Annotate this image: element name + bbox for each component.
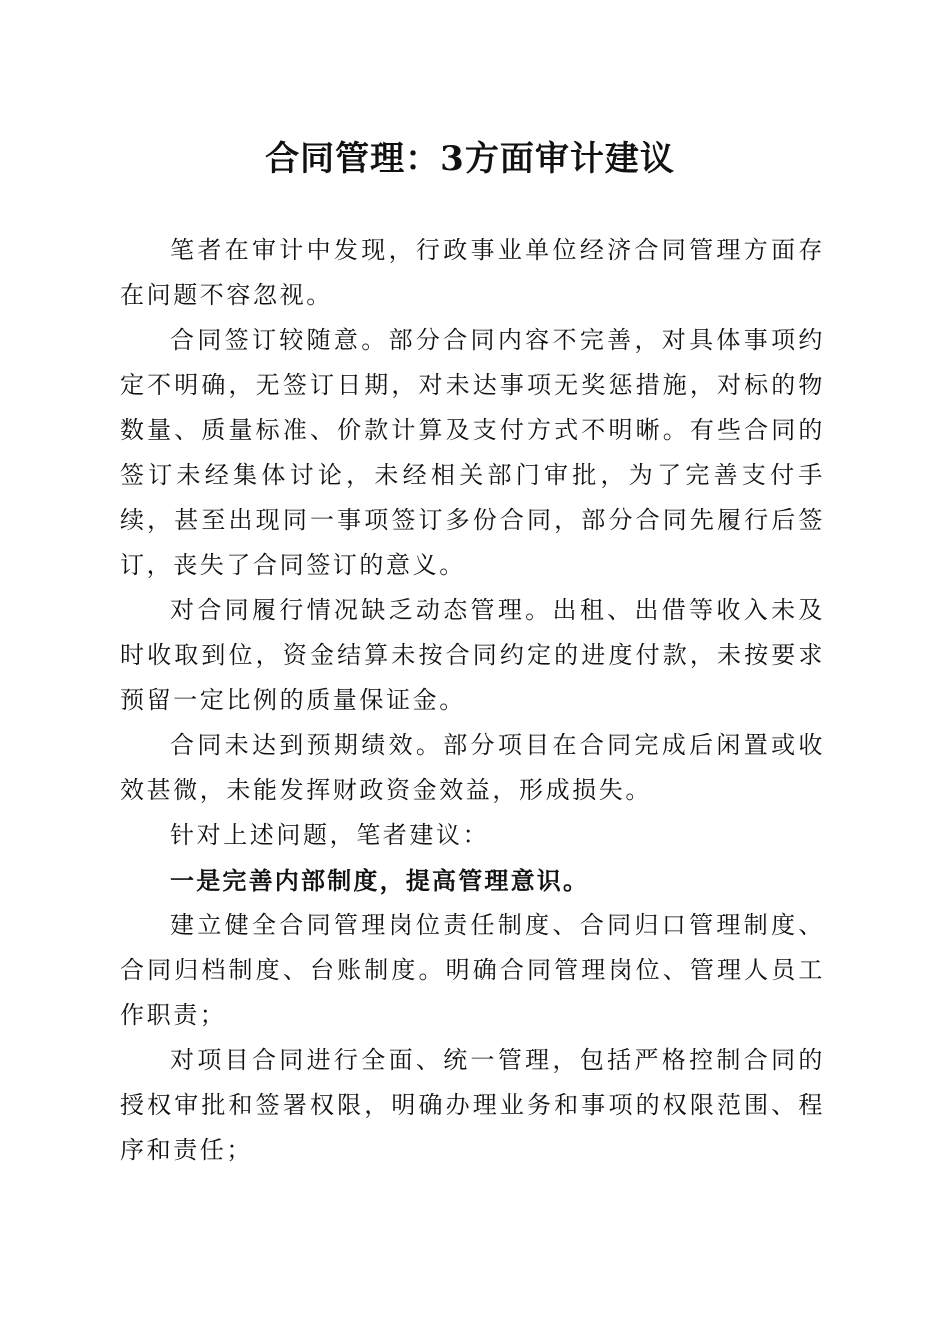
paragraph-intro: 笔者在审计中发现，行政事业单位经济合同管理方面存在问题不容忽视。 <box>120 236 825 309</box>
document-body <box>120 228 825 1173</box>
document-title: 合同管理：3方面审计建议 <box>265 139 675 179</box>
paragraph-establish-system: 建立健全合同管理岗位责任制度、合同归口管理制度、合同归档制度、台账制度。明确合同管理岗位、管理人员工作职责； <box>120 911 825 1029</box>
paragraph-expected-results: 合同未达到预期绩效。部分项目在合同完成后闲置或收效甚微，未能发挥财政资金效益，形成损失。 <box>120 731 825 804</box>
paragraph-suggestions-intro: 针对上述问题，笔者建议： <box>170 821 490 849</box>
paragraph-performance-management: 对合同履行情况缺乏动态管理。出租、出借等收入未及时收取到位，资金结算未按合同约定的进度付款，未按要求预留一定比例的质量保证金。 <box>120 596 825 714</box>
paragraph-signing-issues: 合同签订较随意。部分合同内容不完善，对具体事项约定不明确，无签订日期，对未达事项无奖惩措施，对标的物数量、质量标准、价款计算及支付方式不明晰。有些合同的签订未经集体讨论，未经相关部门审批，为了完善支付手续，甚至出现同一事项签订多份合同，部分合同先履行后签订，丧失了合同签订的意义。 <box>120 326 825 579</box>
paragraph-unified-management: 对项目合同进行全面、统一管理，包括严格控制合同的授权审批和签署权限，明确办理业务和事项的权限范围、程序和责任； <box>120 1046 825 1164</box>
suggestion-heading-one: 一是完善内部制度，提高管理意识。 <box>170 866 590 895</box>
